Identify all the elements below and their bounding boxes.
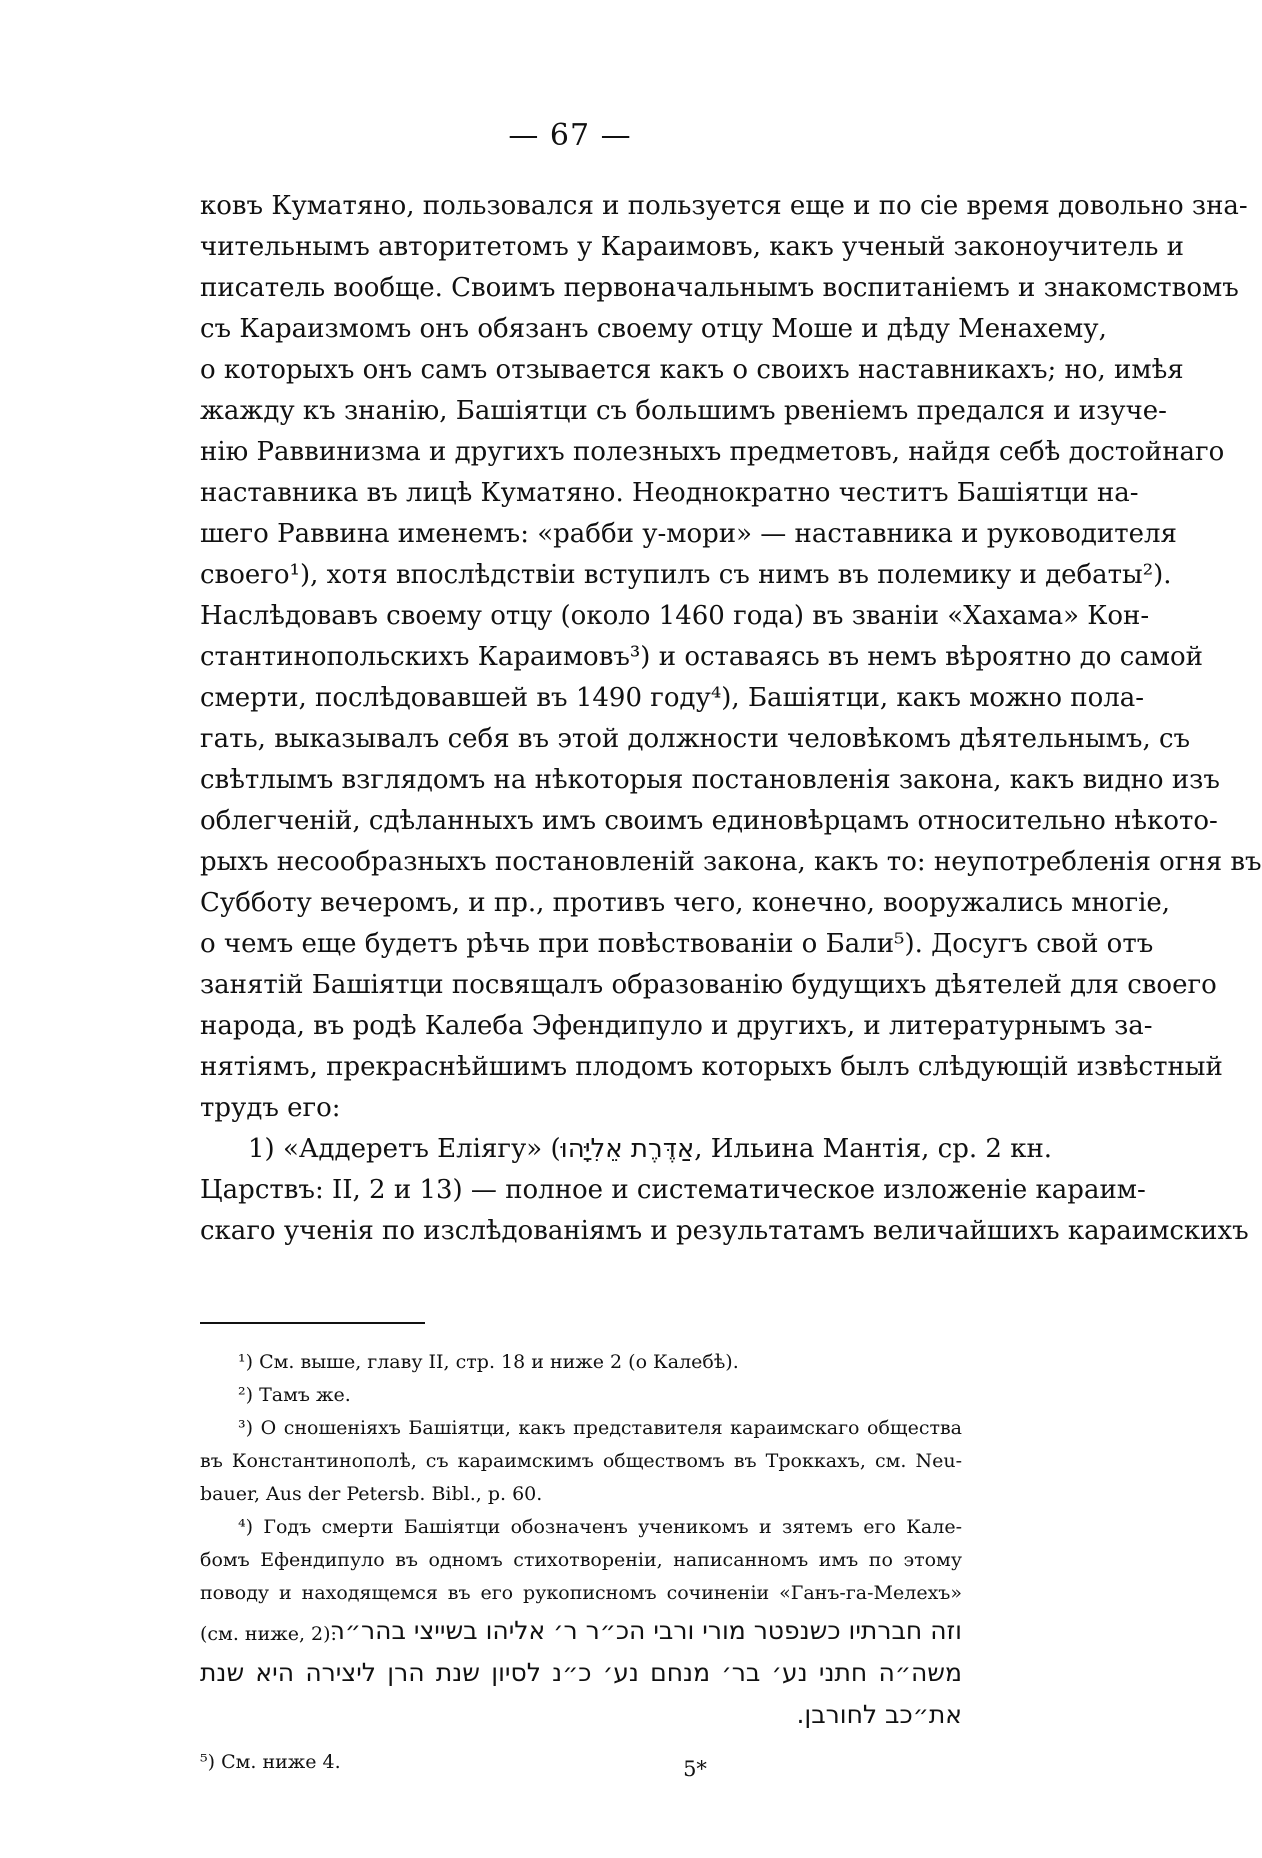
text-line: нію Раввинизма и другихъ полезныхъ предметовъ, найдя себѣ достойнаго — [200, 437, 1225, 467]
footnote-2: ²) Тамъ же. — [238, 1384, 351, 1406]
hebrew-title: אַדֶּרֶת אֵלִיָּהוּ — [560, 1134, 695, 1164]
text-line: гать, выказывалъ себя въ этой должности человѣкомъ дѣятельнымъ, съ — [200, 724, 1191, 754]
page-number: — 67 — — [508, 118, 632, 153]
footnote-4-line: бомъ Ефендипуло въ одномъ стихотвореніи, написанномъ имъ по этому — [200, 1549, 962, 1571]
hebrew-line: את״כב לחורבן. — [796, 1700, 962, 1729]
footnote-4-line: ⁴) Годъ смерти Башіятци обозначенъ ученикомъ и зятемъ его Кале- — [238, 1516, 962, 1538]
text-line: свѣтлымъ взглядомъ на нѣкоторыя постановленія закона, какъ видно изъ — [200, 765, 1220, 795]
text-line: шего Раввина именемъ: «рабби у-мори» — наставника и руководителя — [200, 519, 1177, 549]
list-item-aderet-eliyahu — [200, 1129, 1053, 1170]
text-line: о чемъ еще будетъ рѣчь при повѣствованіи о Бали⁵). Досугъ свой отъ — [200, 929, 1154, 959]
text-line: жажду къ знанію, Башіятци съ большимъ рвеніемъ предался и изуче- — [200, 396, 1167, 426]
footnote-3-line: ³) О сношеніяхъ Башіятци, какъ представителя караимскаго общества — [238, 1417, 962, 1439]
text-line: стантинопольскихъ Караимовъ³) и оставаясь въ немъ вѣроятно до самой — [200, 642, 1203, 672]
text-line: наставника въ лицѣ Куматяно. Неоднократно честитъ Башіятци на- — [200, 478, 1139, 508]
text-line: Наслѣдовавъ своему отцу (около 1460 года) въ званіи «Хахама» Кон- — [200, 601, 1150, 631]
text-line: чительнымъ авторитетомъ у Караимовъ, какъ ученый законоучитель и — [200, 232, 1184, 262]
footnote-1: ¹) См. выше, главу II, стр. 18 и ниже 2 (о Калебѣ). — [238, 1351, 739, 1373]
text-line: смерти, послѣдовавшей въ 1490 году⁴), Башіятци, какъ можно пола- — [200, 683, 1145, 713]
footnotes — [200, 1346, 962, 1779]
footnote-divider — [200, 1322, 425, 1324]
footnote-4-hebrew-quote — [200, 1610, 962, 1736]
footnote-3-line: bauer, Aus der Petersb. Bibl., p. 60. — [200, 1483, 543, 1505]
text-line: писатель вообще. Своимъ первоначальнымъ воспитаніемъ и знакомствомъ — [200, 273, 1239, 303]
footnote-4-cite: (см. ниже, 2): — [200, 1623, 337, 1645]
text-line: нятіямъ, прекраснѣйшимъ плодомъ которыхъ былъ слѣдующій извѣстный — [200, 1052, 1223, 1082]
text-line: Субботу вечеромъ, и пр., противъ чего, конечно, вооружались многіе, — [200, 888, 1171, 918]
text-line: скаго ученія по изслѣдованіямъ и результатамъ величайшихъ караимскихъ — [200, 1216, 1249, 1246]
text-line: народа, въ родѣ Калеба Эфендипуло и другихъ, и литературнымъ за- — [200, 1011, 1153, 1041]
hebrew-line: וזה חברתיו כשנפטר מורי ורבי הכ״ר ר׳ אליהו בשייצי בהר״ר — [330, 1616, 962, 1645]
text-line: занятій Башіятци посвящалъ образованію будущихъ дѣятелей для своего — [200, 970, 1217, 1000]
footnote-3-line: въ Константинополѣ, съ караимскимъ обществомъ въ Троккахъ, см. Neu- — [200, 1450, 962, 1472]
hebrew-line: משה״ה חתני נע׳ בר׳ מנחם נע׳ כ״נ לסיון שנת הרן ליצירה היא שנת — [200, 1658, 962, 1687]
footnote-4-line: поводу и находящемся въ его рукописномъ сочиненіи «Ганъ-га-Мелехъ» — [200, 1582, 962, 1604]
text-line: о которыхъ онъ самъ отзывается какъ о своихъ наставникахъ; но, имѣя — [200, 355, 1184, 385]
signature-mark: 5* — [683, 1757, 707, 1781]
text-line: облегченій, сдѣланныхъ имъ своимъ единовѣрцамъ относительно нѣкото- — [200, 806, 1218, 836]
footnote-5: ⁵) См. ниже 4. — [200, 1751, 341, 1773]
text-line: трудъ его: — [200, 1093, 341, 1123]
text-line: съ Караизмомъ онъ обязанъ своему отцу Моше и дѣду Менахему, — [200, 314, 1107, 344]
main-text — [200, 186, 1262, 1252]
text-line: Царствъ: II, 2 и 13) — полное и систематическое изложеніе караим- — [200, 1175, 1146, 1205]
item-suffix: , Ильина Мантія, ср. 2 кн. — [694, 1134, 1053, 1164]
text-line: ковъ Куматяно, пользовался и пользуется еще и по сіе время довольно зна- — [200, 191, 1248, 221]
text-line: рыхъ несообразныхъ постановленій закона, какъ то: неупотребленія огня въ — [200, 847, 1262, 877]
text-line: своего¹), хотя впослѣдствіи вступилъ съ нимъ въ полемику и дебаты²). — [200, 560, 1172, 590]
item-prefix: 1) «Аддеретъ Еліягу» ( — [248, 1134, 561, 1164]
